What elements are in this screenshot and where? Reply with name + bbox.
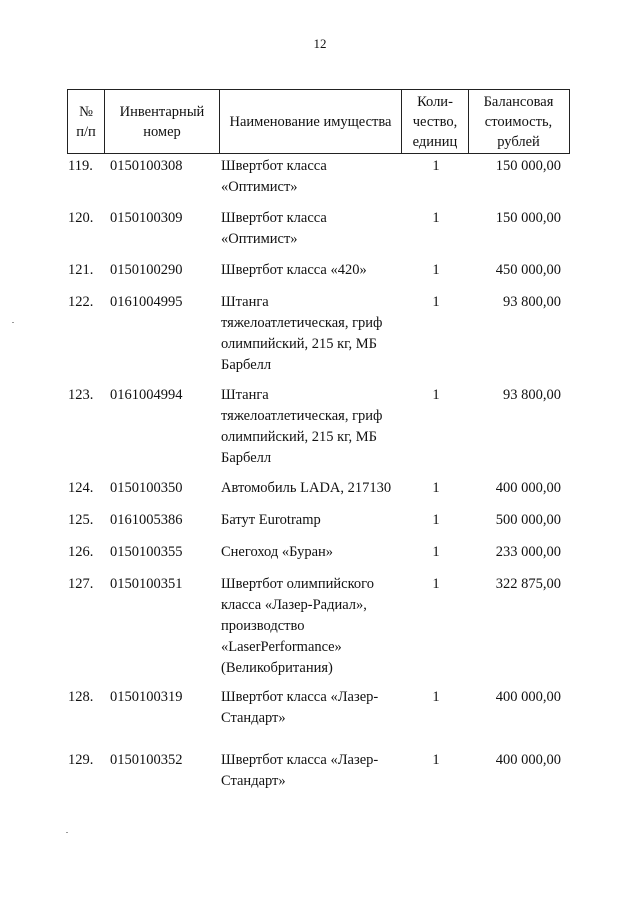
header-value: Балансовая стоимость, рублей — [483, 93, 554, 150]
row-number: 124. — [68, 480, 94, 496]
inventory-number: 0150100308 — [110, 158, 183, 174]
row-number: 121. — [68, 262, 94, 278]
row-number: 127. — [68, 576, 94, 592]
inventory-number: 0150100352 — [110, 752, 183, 768]
inventory-number: 0150100355 — [110, 544, 183, 560]
quantity: 1 — [432, 158, 440, 174]
inventory-number: 0150100351 — [110, 576, 183, 592]
row-number: 128. — [68, 689, 94, 705]
header-inventory: Инвентарный номер — [105, 90, 220, 153]
balance-value: 93 800,00 — [503, 294, 561, 310]
asset-name: Батут Eurotramp — [221, 512, 321, 528]
inventory-number: 0161005386 — [110, 512, 183, 528]
quantity: 1 — [432, 210, 440, 226]
inventory-number: 0150100290 — [110, 262, 183, 278]
asset-name: Снегоход «Буран» — [221, 544, 334, 560]
quantity: 1 — [432, 544, 440, 560]
asset-name: Швертбот олимпийского класса «Лазер-Радиал», производство «LaserPerformance» (Великобритания) — [221, 576, 374, 676]
asset-name: Автомобиль LADA, 217130 — [221, 480, 392, 496]
asset-name: Швертбот класса «Оптимист» — [221, 158, 327, 195]
balance-value: 400 000,00 — [495, 689, 561, 705]
row-number: 122. — [68, 294, 94, 310]
quantity: 1 — [432, 294, 440, 310]
page-number: 12 — [313, 36, 327, 51]
asset-name: Штанга тяжелоатлетическая, гриф олимпийский, 215 кг, МБ Барбелл — [221, 294, 383, 373]
inventory-number: 0150100350 — [110, 480, 183, 496]
balance-value: 500 000,00 — [495, 512, 561, 528]
balance-value: 233 000,00 — [495, 544, 561, 560]
quantity: 1 — [432, 387, 440, 403]
balance-value: 322 875,00 — [495, 576, 561, 592]
row-number: 119. — [68, 158, 93, 174]
inventory-number: 0161004994 — [110, 387, 183, 403]
quantity: 1 — [432, 480, 440, 496]
inventory-number: 0150100319 — [110, 689, 183, 705]
inventory-number: 0161004995 — [110, 294, 183, 310]
balance-value: 400 000,00 — [495, 480, 561, 496]
asset-name: Швертбот класса «Оптимист» — [221, 210, 327, 247]
quantity: 1 — [432, 512, 440, 528]
row-number: 123. — [68, 387, 94, 403]
quantity: 1 — [432, 689, 440, 705]
header-quantity: Коли- чество, единиц — [402, 90, 469, 153]
balance-value: 150 000,00 — [495, 210, 561, 226]
inventory-number: 0150100309 — [110, 210, 183, 226]
table-header — [67, 89, 570, 154]
quantity: 1 — [432, 576, 440, 592]
quantity: 1 — [432, 752, 440, 768]
row-number: 120. — [68, 210, 94, 226]
header-number: № п/п — [68, 90, 105, 153]
asset-name: Швертбот класса «420» — [221, 262, 367, 278]
balance-value: 400 000,00 — [495, 752, 561, 768]
asset-name: Швертбот класса «Лазер- Стандарт» — [221, 752, 379, 789]
scan-mark — [66, 832, 68, 833]
asset-name: Швертбот класса «Лазер- Стандарт» — [221, 689, 379, 726]
row-number: 126. — [68, 544, 94, 560]
quantity: 1 — [432, 262, 440, 278]
scan-mark — [12, 322, 14, 323]
row-number: 125. — [68, 512, 94, 528]
balance-value: 450 000,00 — [495, 262, 561, 278]
asset-name: Штанга тяжелоатлетическая, гриф олимпийский, 215 кг, МБ Барбелл — [221, 387, 383, 466]
row-number: 129. — [68, 752, 94, 768]
balance-value: 93 800,00 — [503, 387, 561, 403]
header-name: Наименование имущества — [220, 90, 402, 153]
balance-value: 150 000,00 — [495, 158, 561, 174]
